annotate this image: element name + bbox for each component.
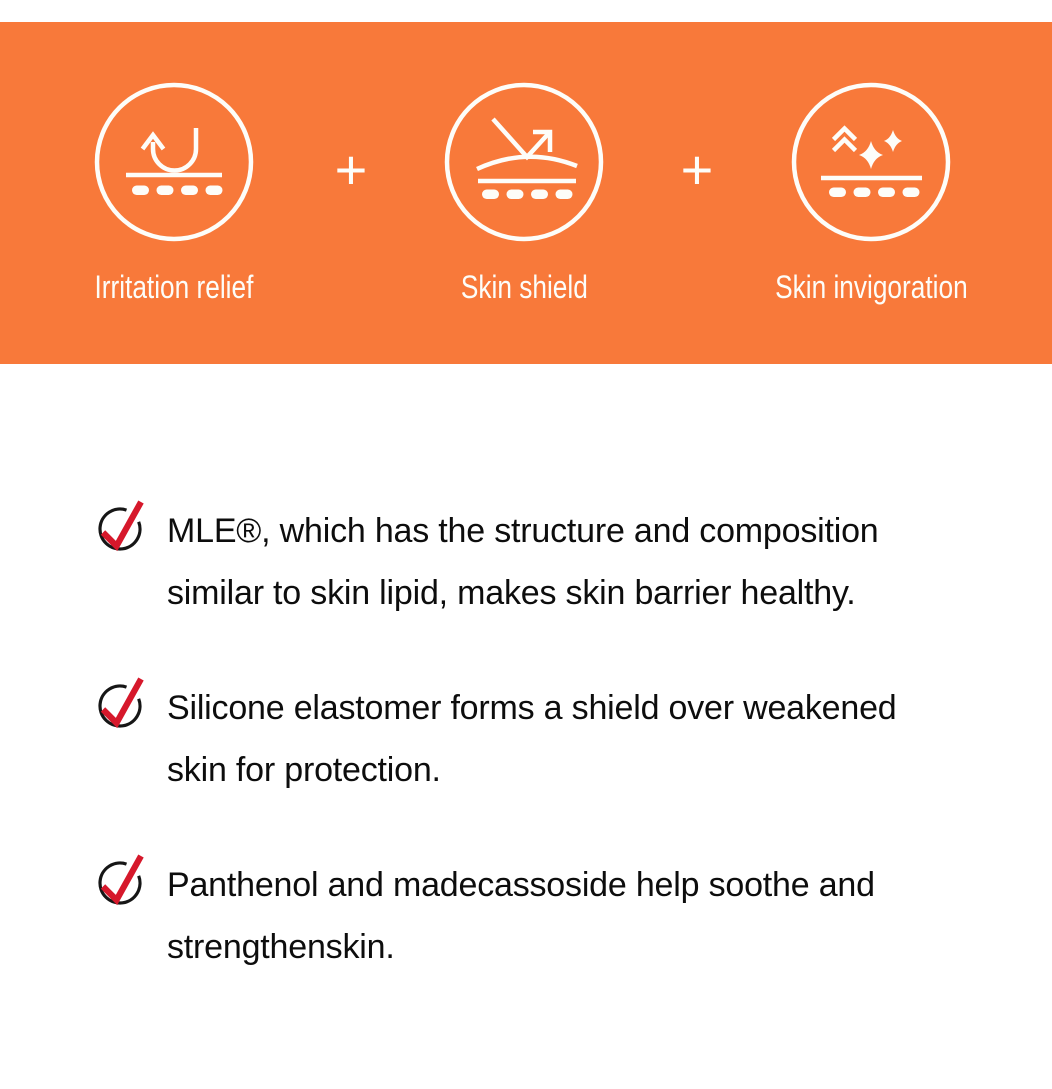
benefit-text <box>167 854 875 978</box>
benefit-item <box>97 854 897 978</box>
irritation-relief-icon <box>94 82 254 242</box>
feature-label: Irritation relief <box>94 269 254 305</box>
benefit-text-line: similar to skin lipid, makes skin barrier healthy. <box>167 574 856 612</box>
plus-icon: + <box>334 138 368 201</box>
benefit-text-line: MLE®, which has the structure and composition <box>167 512 879 550</box>
feature-irritation-relief <box>9 82 339 304</box>
plus-icon: + <box>680 138 714 201</box>
feature-label: Skin invigoration <box>774 269 968 305</box>
check-icon <box>97 505 143 551</box>
benefit-text-line: skin for protection. <box>167 751 441 789</box>
feature-skin-shield <box>359 82 689 304</box>
benefit-list <box>97 500 897 1031</box>
skin-shield-icon <box>444 82 604 242</box>
benefit-text-line: Panthenol and madecassoside help soothe and <box>167 866 875 904</box>
benefit-text-line: strengthenskin. <box>167 928 395 966</box>
skin-invigoration-icon <box>791 82 951 242</box>
feature-skin-invigoration <box>706 82 1036 304</box>
benefit-text <box>167 500 879 624</box>
benefit-item <box>97 677 897 801</box>
check-icon <box>97 859 143 905</box>
feature-label: Skin shield <box>460 269 588 305</box>
benefit-text <box>167 677 897 801</box>
check-icon <box>97 682 143 728</box>
benefit-text-line: Silicone elastomer forms a shield over weakened <box>167 689 897 727</box>
benefits-banner <box>0 22 1052 364</box>
benefit-item <box>97 500 897 624</box>
